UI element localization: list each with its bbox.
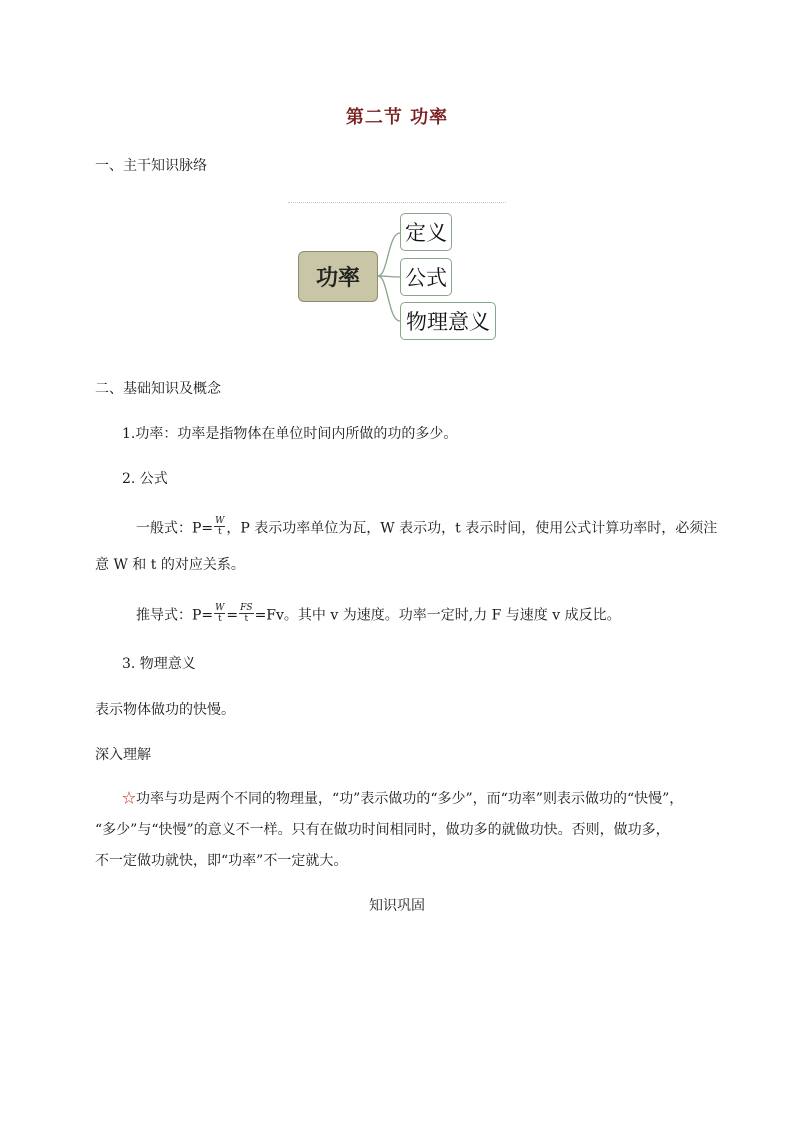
derived-formula-prefix: 推导式：P=	[136, 607, 214, 624]
star-icon: ☆	[122, 791, 136, 807]
item-1-power-definition: 1.功率：功率是指物体在单位时间内所做的功的多少。	[122, 426, 458, 442]
item-2-heading: 2. 公式	[122, 471, 168, 487]
fraction-w-over-t: $\frac{W}{t}$	[215, 516, 225, 537]
deep-line-1-text: 功率与功是两个不同的物理量，“功”表示做功的“多少”，而“功率”则表示做功的“快慢”，	[136, 791, 684, 807]
mindmap-node-formula: 公式	[400, 258, 452, 296]
section1-heading: 一、主干知识脉络	[95, 158, 207, 174]
deep-paragraph-line-1	[122, 789, 683, 809]
deep-paragraph-line-2: “多少”与“快慢”的意义不一样。只有在做功时间相同时，做功多的就做功快。否则，做功多，	[95, 822, 670, 838]
deep-paragraph-line-3: 不一定做功就快，即“功率”不一定就大。	[95, 853, 348, 869]
derived-formula-line	[136, 605, 621, 626]
derived-formula-suffix: =Fv。其中 v 为速度。功率一定时,力 F 与速度 v 成反比。	[254, 607, 621, 624]
equals-sign: =	[226, 607, 239, 624]
mindmap-root-node: 功率	[298, 251, 378, 302]
mindmap-node-physical-meaning: 物理意义	[400, 302, 496, 340]
physical-meaning-text: 表示物体做功的快慢。	[95, 702, 235, 718]
item-3-heading: 3. 物理意义	[122, 656, 196, 672]
fraction-fs-over-t: $\frac{FS}{t}$	[240, 603, 253, 624]
connector-formula	[378, 276, 400, 277]
section2-heading: 二、基础知识及概念	[95, 381, 221, 397]
general-formula-line-2: 意 W 和 t 的对应关系。	[95, 557, 245, 573]
connector-meaning	[378, 276, 400, 321]
connector-definition	[378, 233, 400, 276]
page-title: 第二节 功率	[345, 107, 449, 128]
knowledge-consolidation-heading: 知识巩固	[369, 898, 425, 914]
general-formula-suffix: ，P 表示功率单位为瓦，W 表示功，t 表示时间，使用公式计算功率时，必须注	[226, 520, 718, 537]
fraction-w-over-t: $\frac{W}{t}$	[215, 603, 225, 624]
general-formula-prefix: 一般式：P=	[136, 520, 214, 537]
general-formula-line	[136, 518, 717, 539]
deep-understanding-heading: 深入理解	[95, 747, 151, 763]
mindmap-node-definition: 定义	[400, 213, 452, 251]
